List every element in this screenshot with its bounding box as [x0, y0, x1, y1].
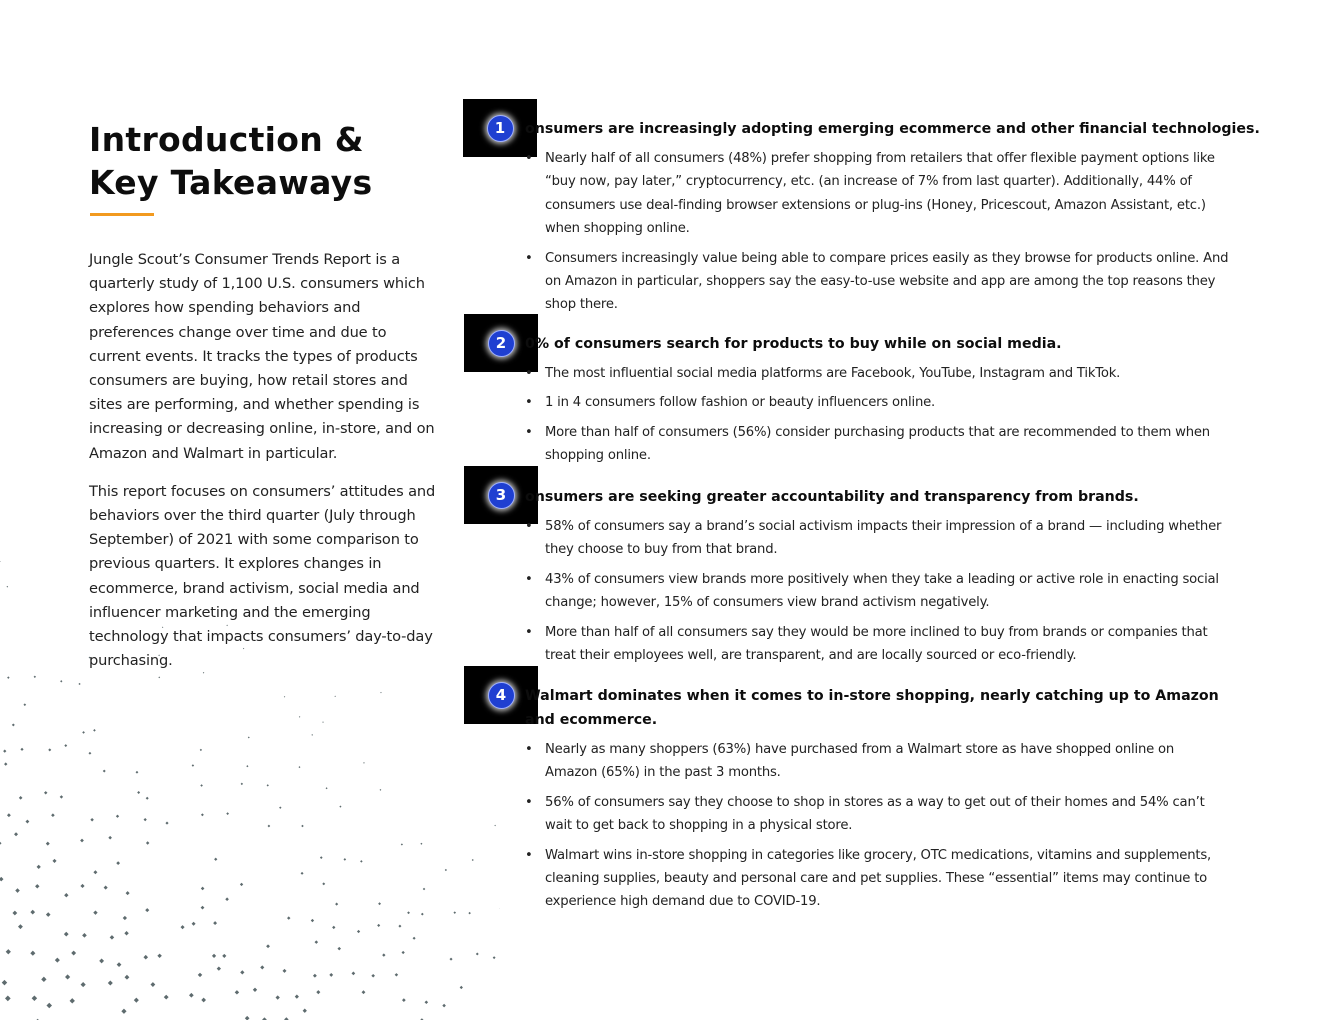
title-accent-rule: [90, 213, 154, 216]
pattern-dot: [150, 982, 155, 987]
pattern-dot: [146, 841, 149, 844]
pattern-dot: [93, 729, 96, 732]
pattern-dot: [240, 970, 244, 974]
pattern-dot: [7, 676, 10, 679]
pattern-dot: [64, 932, 69, 937]
pattern-dot: [201, 906, 205, 910]
pattern-dot: [352, 972, 356, 976]
pattern-dot: [181, 925, 185, 929]
pattern-dot: [192, 764, 194, 766]
takeaway-2-heading: [525, 332, 1062, 356]
bullet-item: • The most influential social media platforms are Facebook, YouTube, Instagram and TikTok.: [525, 362, 1230, 385]
pattern-dot: [276, 995, 280, 999]
pattern-dot: [222, 954, 226, 958]
pattern-dot: [322, 882, 325, 885]
pattern-dot: [493, 956, 496, 959]
takeaway-3-bullets: [525, 515, 1230, 673]
pattern-dot: [398, 925, 401, 928]
pattern-dot: [241, 783, 243, 785]
takeaway-2-bullets: [525, 362, 1230, 474]
pattern-dot: [164, 995, 169, 1000]
pattern-dot: [201, 813, 204, 816]
pattern-dot: [284, 696, 285, 697]
pattern-dot: [7, 813, 11, 817]
pattern-dot: [104, 886, 108, 890]
pattern-dot: [395, 973, 398, 976]
pattern-dot: [344, 858, 347, 861]
pattern-dot: [476, 953, 479, 956]
bullet-item: • Nearly half of all consumers (48%) prefer shopping from retailers that offer flexible payment options like “buy now, pay later,” cryptocurrency, etc. (an increase of 7% from last quarter). Additionally, 44% of consumers use deal-finding browser extensions or plug-ins (Honey, Pricescout, Amazon Assistant, etc.) when shopping online.: [525, 147, 1230, 241]
pattern-dot: [12, 911, 17, 916]
pattern-dot: [402, 951, 405, 954]
bullet-item: • More than half of consumers (56%) consider purchasing products that are recommended to them when shopping online.: [525, 421, 1230, 468]
pattern-dot: [80, 884, 84, 888]
takeaway-4-heading-line-1: Walmart dominates when it comes to in-store shopping, nearly catching up to Amazon: [525, 688, 1219, 704]
pattern-dot: [81, 982, 86, 987]
pattern-dot: [450, 958, 453, 961]
pattern-dot: [137, 791, 140, 794]
pattern-dot: [23, 703, 26, 706]
bullet-item: • Walmart wins in-store shopping in categories like grocery, OTC medications, vitamins and supplements, cleaning supplies, beauty and personal care and pet supplies. These “essential” items may continue to experience high demand due to COVID-19.: [525, 844, 1230, 914]
pattern-dot: [311, 734, 313, 736]
page-title-line-1: Introduction &: [89, 120, 364, 159]
pattern-dot: [125, 975, 130, 980]
pattern-dot: [260, 965, 264, 969]
pattern-dot: [420, 843, 422, 845]
takeaway-2-heading-line: 0% of consumers search for products to buy while on social media.: [525, 336, 1062, 352]
pattern-dot: [46, 912, 51, 917]
pattern-dot: [134, 998, 139, 1003]
pattern-dot: [34, 676, 36, 678]
pattern-dot: [425, 1000, 429, 1004]
pattern-dot: [71, 951, 76, 956]
pattern-dot: [303, 1009, 307, 1013]
pattern-dot: [295, 995, 299, 999]
pattern-dot: [48, 748, 51, 751]
pattern-dot: [246, 765, 248, 767]
pattern-dot: [217, 966, 221, 970]
pattern-dot: [116, 815, 119, 818]
bullet-item: • 56% of consumers say they choose to shop in stores as a way to get out of their homes and 54% can’t wait to get back to shopping in a physical store.: [525, 791, 1230, 838]
pattern-dot: [472, 859, 474, 861]
pattern-dot: [157, 954, 161, 958]
pattern-dot: [88, 752, 91, 755]
pattern-dot: [326, 787, 328, 789]
intro-text: [89, 248, 439, 687]
pattern-dot: [332, 926, 335, 929]
pattern-dot: [103, 770, 106, 773]
pattern-dot: [60, 680, 62, 682]
pattern-dot: [299, 766, 301, 768]
pattern-dot: [123, 916, 127, 920]
pattern-dot: [143, 955, 148, 960]
pattern-dot: [299, 716, 300, 717]
pattern-dot: [402, 998, 406, 1002]
bullet-item: • 1 in 4 consumers follow fashion or beauty influencers online.: [525, 391, 1230, 414]
pattern-dot: [117, 962, 122, 967]
pattern-dot: [18, 924, 23, 929]
pattern-dot: [93, 910, 97, 914]
pattern-dot: [253, 988, 257, 992]
pattern-dot: [329, 973, 333, 977]
bullet-item: • 43% of consumers view brands more positively when they take a leading or active role in enacting social change; however, 15% of consumers view brand activism negatively.: [525, 568, 1230, 615]
pattern-dot: [401, 843, 403, 845]
pattern-dot: [35, 884, 39, 888]
pattern-dot: [6, 949, 11, 954]
pattern-dot: [268, 825, 271, 828]
pattern-dot: [51, 813, 55, 817]
takeaway-3-heading: [525, 485, 1139, 509]
pattern-dot: [423, 888, 426, 891]
pattern-dot: [0, 841, 2, 845]
pattern-dot: [82, 933, 87, 938]
pattern-dot: [363, 762, 365, 764]
pattern-dot: [311, 919, 314, 922]
takeaway-3-heading-line: onsumers are seeking greater accountability and transparency from brands.: [525, 489, 1139, 505]
pattern-dot: [225, 897, 229, 901]
page-title: [89, 118, 372, 204]
pattern-dot: [301, 872, 304, 875]
pattern-dot: [99, 959, 104, 964]
pattern-dot: [362, 990, 366, 994]
pattern-dot: [145, 908, 149, 912]
pattern-dot: [357, 930, 360, 933]
pattern-dot: [442, 1004, 446, 1008]
pattern-dot: [360, 860, 363, 863]
pattern-dot: [126, 891, 130, 895]
pattern-dot: [235, 990, 239, 994]
pattern-dot: [371, 974, 375, 978]
pattern-dot: [78, 683, 80, 685]
pattern-dot: [200, 749, 202, 751]
pattern-dot: [407, 911, 410, 914]
pattern-dot: [108, 980, 113, 985]
takeaway-4-heading: [525, 684, 1219, 732]
pattern-dot: [5, 996, 11, 1002]
pattern-dot: [198, 973, 202, 977]
pattern-dot: [212, 954, 216, 958]
pattern-dot: [283, 969, 287, 973]
pattern-dot: [382, 953, 385, 956]
pattern-dot: [70, 998, 75, 1003]
pattern-dot: [37, 865, 41, 869]
pattern-dot: [201, 998, 206, 1003]
pattern-dot: [2, 980, 8, 986]
pattern-dot: [110, 935, 115, 940]
pattern-dot: [494, 825, 496, 827]
pattern-dot: [313, 974, 317, 978]
bullet-item: • Nearly as many shoppers (63%) have purchased from a Walmart store as have shopped online on Amazon (65%) in the past 3 months.: [525, 738, 1230, 785]
pattern-dot: [380, 789, 382, 791]
pattern-dot: [136, 771, 139, 774]
pattern-dot: [108, 836, 112, 840]
pattern-dot: [65, 974, 70, 979]
pattern-dot: [0, 561, 1, 562]
pattern-dot: [80, 839, 84, 843]
pattern-dot: [52, 859, 56, 863]
pattern-dot: [192, 922, 196, 926]
pattern-dot: [315, 940, 319, 944]
pattern-dot: [301, 825, 303, 827]
pattern-dot: [46, 1003, 52, 1009]
pattern-dot: [116, 861, 120, 865]
pattern-dot: [316, 990, 320, 994]
pattern-dot: [0, 877, 4, 882]
pattern-dot: [248, 737, 250, 739]
pattern-dot: [30, 951, 35, 956]
pattern-dot: [380, 692, 381, 693]
pattern-dot: [44, 791, 47, 794]
pattern-dot: [468, 912, 471, 915]
pattern-dot: [6, 586, 8, 588]
pattern-dot: [337, 947, 341, 951]
takeaway-3-number: 3: [488, 482, 515, 509]
pattern-dot: [19, 796, 23, 800]
intro-paragraph-2: This report focuses on consumers’ attitudes and behaviors over the third quarter (July through September) of 2021 with some comparison to previous quarters. It explores changes in ecommerce, brand activism, social media and influencer marketing and the emerging technology that impacts consumers’ day-to-day purchasing.: [89, 482, 436, 670]
takeaway-1-bullets: [525, 147, 1230, 323]
pattern-dot: [189, 993, 194, 998]
intro-paragraph-1: Jungle Scout’s Consumer Trends Report is a quarterly study of 1,100 U.S. consumers which explores how spending behaviors and preferences change over time and due to current events. It tracks the types of products consumers are buying, how retail stores and sites are performing, and whether spending is increasing or decreasing online, in-store, and on Amazon and Walmart in particular.: [89, 251, 435, 462]
takeaway-4-bullets: [525, 738, 1230, 920]
takeaway-2-number: 2: [488, 330, 515, 357]
pattern-dot: [64, 744, 67, 747]
pattern-dot: [377, 924, 380, 927]
pattern-dot: [445, 869, 447, 871]
pattern-dot: [287, 916, 290, 919]
takeaway-4-number: 4: [488, 682, 515, 709]
pattern-dot: [124, 931, 128, 935]
pattern-dot: [4, 762, 7, 765]
pattern-dot: [93, 870, 97, 874]
pattern-dot: [146, 797, 149, 800]
pattern-dot: [20, 748, 23, 751]
pattern-dot: [121, 1009, 126, 1014]
pattern-dot: [213, 921, 217, 925]
pattern-dot: [266, 944, 270, 948]
pattern-dot: [378, 902, 381, 905]
pattern-dot: [453, 911, 456, 914]
page-title-line-2: Key Takeaways: [89, 163, 373, 202]
takeaway-1-heading-line: onsumers are increasingly adopting emerging ecommerce and other financial technologies.: [525, 121, 1260, 137]
takeaway-4-heading-line-2: and ecommerce.: [525, 712, 658, 728]
pattern-dot: [200, 784, 203, 787]
takeaway-1-number: 1: [487, 115, 514, 142]
pattern-dot: [413, 937, 416, 940]
pattern-dot: [82, 731, 85, 734]
pattern-dot: [26, 820, 30, 824]
pattern-dot: [165, 822, 168, 825]
pattern-dot: [279, 806, 281, 808]
pattern-dot: [60, 795, 63, 798]
pattern-dot: [267, 784, 269, 786]
pattern-dot: [15, 888, 20, 893]
pattern-dot: [55, 958, 60, 963]
pattern-dot: [460, 986, 463, 989]
pattern-dot: [421, 913, 424, 916]
pattern-dot: [46, 842, 50, 846]
pattern-dot: [245, 1016, 250, 1020]
bullet-item: • Consumers increasingly value being able to compare prices easily as they browse for products online. And on Amazon in particular, shoppers say the easy-to-use website and app are among the top reasons they shop there.: [525, 247, 1230, 317]
pattern-dot: [3, 749, 6, 752]
pattern-dot: [12, 723, 15, 726]
bullet-item: • More than half of all consumers say they would be more inclined to buy from brands or companies that treat their employees well, are transparent, and are locally sourced or eco-friendly.: [525, 621, 1230, 668]
pattern-dot: [14, 832, 18, 836]
takeaway-1-heading: [525, 117, 1260, 141]
pattern-dot: [90, 818, 93, 821]
pattern-dot: [226, 812, 229, 815]
pattern-dot: [240, 883, 243, 886]
pattern-dot: [201, 887, 205, 891]
pattern-dot: [41, 977, 46, 982]
pattern-dot: [214, 858, 217, 861]
pattern-dot: [320, 856, 323, 859]
pattern-dot: [322, 721, 323, 722]
pattern-dot: [335, 903, 338, 906]
pattern-dot: [30, 910, 35, 915]
pattern-dot: [334, 696, 335, 697]
pattern-dot: [339, 806, 341, 808]
pattern-dot: [64, 893, 68, 897]
pattern-dot: [144, 818, 147, 821]
pattern-dot: [32, 995, 38, 1001]
bullet-item: • 58% of consumers say a brand’s social activism impacts their impression of a brand — including whether they choose to buy from that brand.: [525, 515, 1230, 562]
